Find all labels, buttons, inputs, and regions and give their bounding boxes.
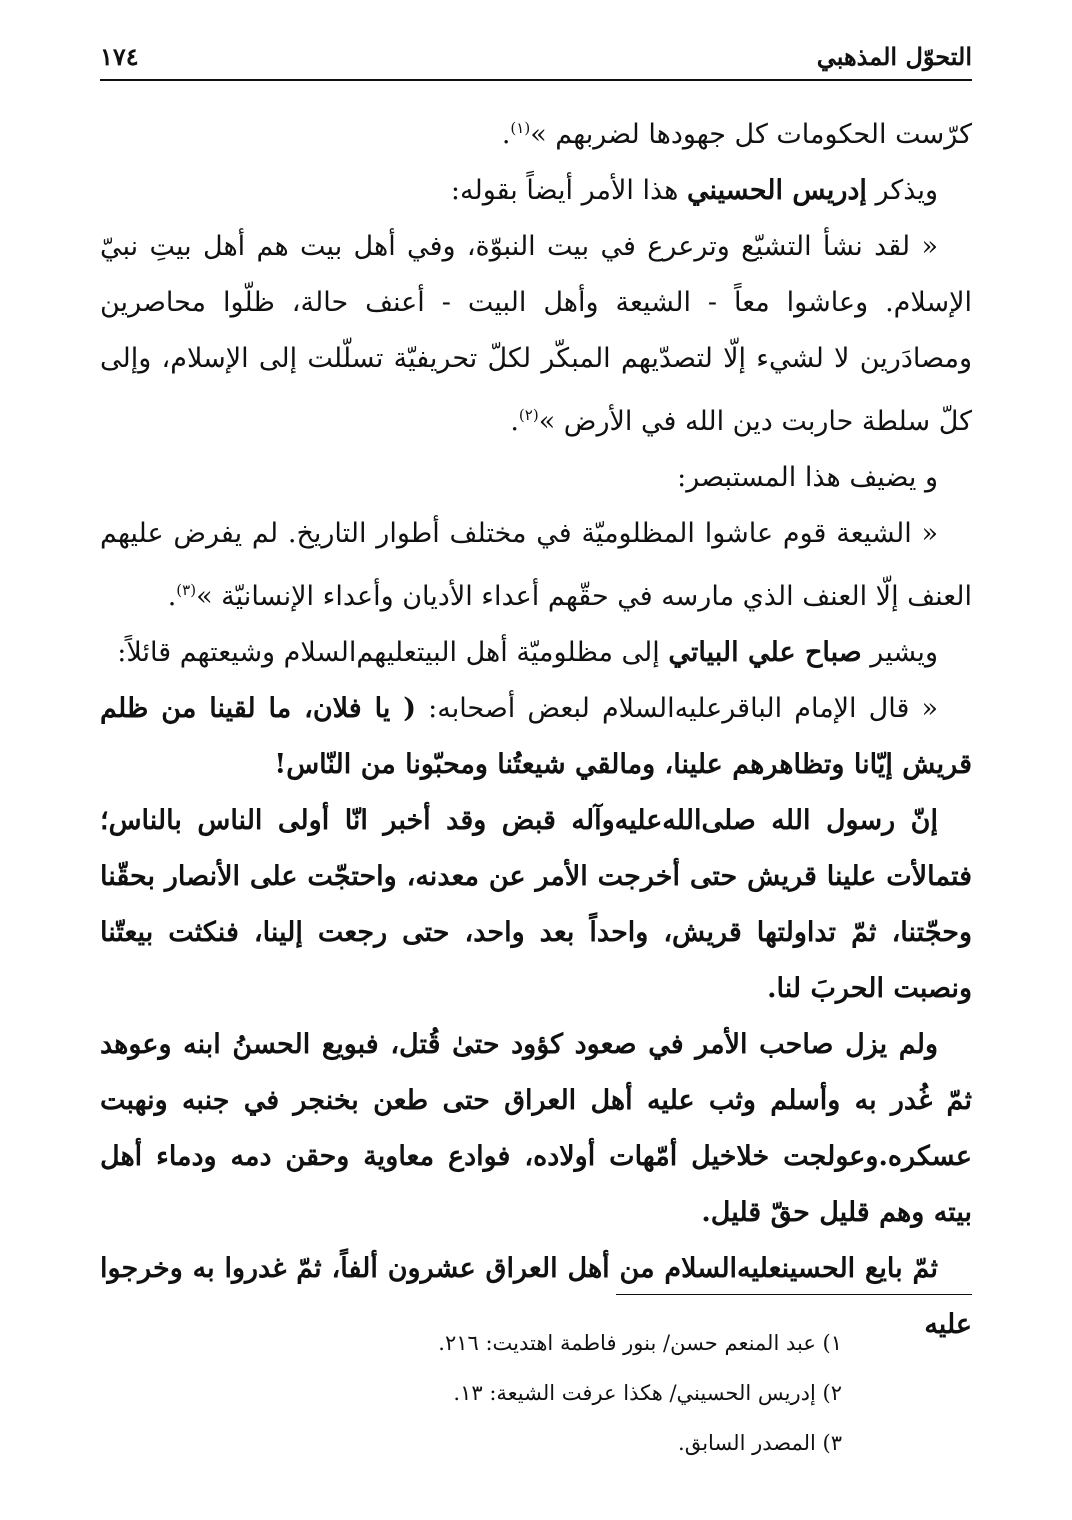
quote-1: « لقد نشأ التشيّع وترعرع في بيت النبوّة، وفي أهل بيت هم أهل بيتِ نبيّ الإسلام. وعاشوا معاً - الشيعة وأهل البيت - أعنف حالة، ظلّوا محاصرين ومصادَرين لا لشيء إلّا لتصدّيهم المبكّر لكلّ تحريفيّة تسلّلت إلى الإسلام، وإلى كلّ سلطة حاربت دين الله في الأرض »$^{(٢)}$. (100, 231, 972, 437)
footnotes (100, 1318, 972, 1468)
header-rule (100, 79, 972, 81)
page-number: ١٧٤ (100, 41, 139, 71)
footnote-1: ١) عبد المنعم حسن/ بنور فاطمة اهتديت: ٢١٦. (438, 1331, 842, 1355)
paragraph-2: ويذكر إدريس الحسيني هذا الأمر أيضاً بقوله: (450, 175, 938, 206)
quote-3-cont-1: إنّ رسول الله صلى‌الله‌عليه‌وآله قبض وقد أخبر انّا أولى الناس بالناس؛ فتمالأت علينا قريش حتى أخرجت الأمر عن معدنه، واحتجّت على الأنصار بحقّنا وحجّتنا، ثمّ تداولتها قريش، واحداً بعد واحد، حتى رجعت إلينا، فنكثت بيعتّنا ونصبت الحربَ لنا. (100, 805, 972, 1004)
header-title: التحوّل المذهبي (816, 41, 972, 71)
paragraph-6: ويشير صباح علي البياتي إلى مظلوميّة أهل البيتعليهم‌السلام وشيعتهم قائلاً: (117, 637, 938, 668)
footnote-2: ٢) إدريس الحسيني/ هكذا عرفت الشيعة: ١٣. (453, 1381, 842, 1405)
quote-2: « الشيعة قوم عاشوا المظلوميّة في مختلف أطوار التاريخ. لم يفرض عليهم العنف إلّا العنف الذي مارسه في حقّهم أعداء الأديان وأعداء الإنسانيّة »$^{(٣)}$. (100, 518, 972, 612)
footnote-ref-2: (٢) (518, 406, 539, 424)
running-header (100, 38, 972, 74)
footnote-divider (616, 1294, 972, 1295)
quote-3: « قال الإمام الباقرعليه‌السلام لبعض أصحابه: ( يا فلان، ما لقينا من ظلم قريش إيّانا وتظاهرهم علينا، ومالقي شيعتُنا ومحبّونا من النّاس! (100, 693, 972, 780)
quote-3-cont-3: ثمّ بايع الحسينعليه‌السلام من أهل العراق عشرون ألفاً، ثمّ غدروا به وخرجوا عليه (100, 1253, 972, 1340)
body-text (100, 100, 972, 1353)
footnote-ref-3: (٣) (176, 581, 197, 599)
paragraph-1: كرّست الحكومات كل جهودها لضربهم »$^{(١)}$. (501, 119, 972, 150)
paragraph-4: و يضيف هذا المستبصر: (677, 462, 938, 493)
footnote-ref-1: (١) (510, 119, 531, 137)
author-name-bayati: صباح علي البياتي (668, 637, 862, 668)
footnote-3: ٣) المصدر السابق. (678, 1431, 842, 1455)
quote-3-cont-2: ولم يزل صاحب الأمر في صعود كؤود حتىٰ قُتل، فبويع الحسنُ ابنه وعوهد ثمّ غُدر به وأسلم وثب عليه أهل العراق حتى طعن بخنجر في جنبه ونهبت عسكره.وعولجت خلاخيل أمّهات أولاده، فوادع معاوية وحقن دمه ودماء أهل بيته وهم قليل حقّ قليل. (100, 1029, 972, 1228)
author-name-husseini: إدريس الحسيني (686, 175, 867, 206)
